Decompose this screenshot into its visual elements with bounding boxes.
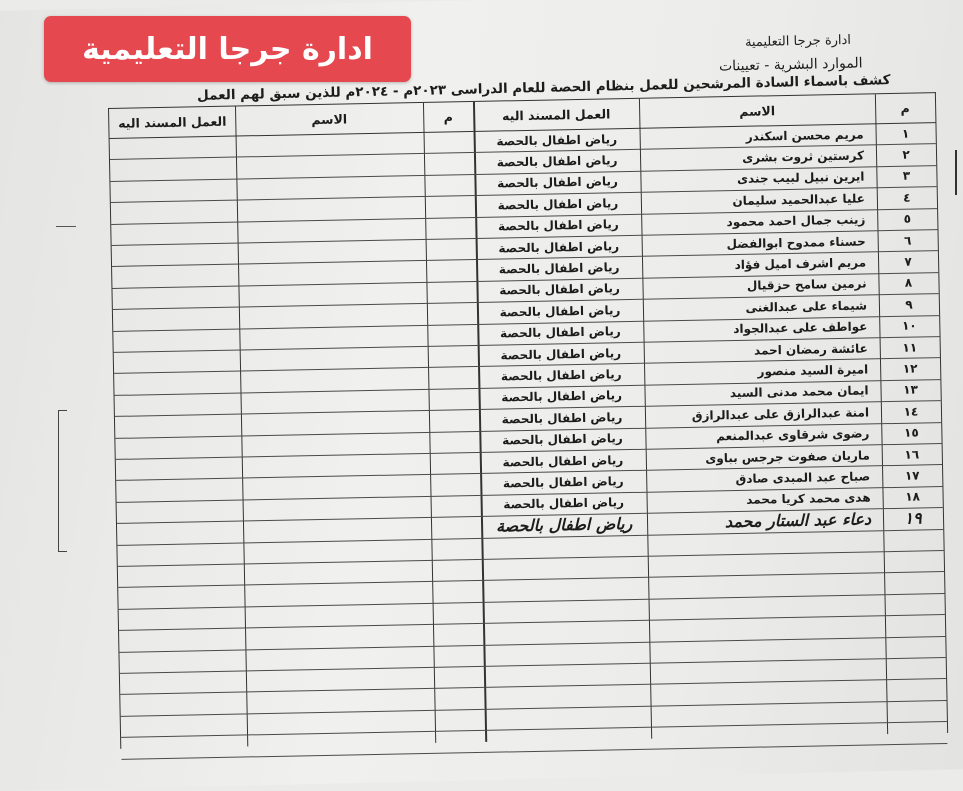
num-cell: ٣ xyxy=(902,169,911,184)
header-num: م xyxy=(900,100,910,116)
assigned-cell: رياض اطفال بالحصة xyxy=(499,281,621,299)
assigned-cell: رياض اطفال بالحصة xyxy=(503,495,625,512)
name-cell: صباح عبد المبدى صادق xyxy=(735,469,871,487)
assigned-cell: رياض اطفال بالحصة xyxy=(502,474,624,491)
name-cell: عواطف على عبدالجواد xyxy=(733,319,868,337)
header-name-2: الاسم xyxy=(311,111,348,128)
assigned-cell: رياض اطفال بالحصة xyxy=(500,367,622,384)
header-line-3: كشف باسماء السادة المرشحين للعمل بنظام الحصة للعام الدراسى ٢٠٢٣م - ٢٠٢٤م للذين سبق لهم العمل xyxy=(197,72,892,104)
num-cell: ١٠ xyxy=(901,318,917,334)
num-cell: ١٩ xyxy=(904,508,922,529)
header-num-2: م xyxy=(443,109,453,125)
name-cell: مريم محسن اسكندر xyxy=(745,127,864,144)
name-cell: زينب جمال احمد محمود xyxy=(726,212,866,230)
header-assigned: العمل المسند اليه xyxy=(501,106,611,124)
assigned-cell: رياض اطفال بالحصة xyxy=(496,131,618,149)
name-cell: ماريان صفوت جرجس بباوى xyxy=(705,448,870,466)
num-cell: ١٢ xyxy=(902,361,918,376)
header-line-2: الموارد البشرية - تعيينات xyxy=(719,55,864,75)
assigned-cell: رياض اطفال بالحصة xyxy=(496,153,618,170)
num-cell: ١٦ xyxy=(904,447,920,462)
assigned-cell: رياض اطفال بالحصة xyxy=(499,303,621,320)
name-cell: رضوى شرقاوى عبدالمنعم xyxy=(716,426,870,444)
left-margin-dash xyxy=(56,226,76,227)
name-cell: ايرين نبيل لبيب جندى xyxy=(736,169,865,187)
name-cell: نرمين سامح حزقيال xyxy=(746,276,867,294)
assigned-cell: رياض اطفال بالحصة xyxy=(498,238,620,256)
header-assigned-2: العمل المسند اليه xyxy=(117,113,227,131)
num-cell: ٧ xyxy=(904,254,912,269)
num-cell: ٩ xyxy=(905,297,913,312)
num-cell: ٤ xyxy=(903,190,911,205)
header-name: الاسم xyxy=(739,103,776,119)
name-cell: مريم اشرف اميل فؤاد xyxy=(734,255,867,273)
num-cell: ١١ xyxy=(902,340,918,355)
num-cell: ١٣ xyxy=(903,382,919,398)
assigned-cell: رياض اطفال بالحصة xyxy=(501,431,623,448)
assigned-cell: رياض اطفال بالحصة xyxy=(497,217,619,234)
assigned-cell: رياض اطفال بالحصة xyxy=(501,388,623,405)
assigned-cell: رياض اطفال بالحصة xyxy=(502,452,624,470)
name-cell: ايمان محمد مدنى السيد xyxy=(729,383,869,401)
num-cell: ١٥ xyxy=(903,425,919,441)
name-cell: شيماء على عبدالغنى xyxy=(745,298,868,315)
watermark-badge: ادارة جرجا التعليمية xyxy=(44,16,411,82)
num-cell: ٦ xyxy=(903,233,912,248)
right-margin-mark xyxy=(955,150,957,195)
num-cell: ١ xyxy=(901,126,910,141)
num-cell: ١٨ xyxy=(905,489,921,505)
name-cell: امنة عبدالرازق على عبدالرازق xyxy=(691,405,870,423)
assigned-cell: رياض اطفال بالحصة xyxy=(498,260,620,277)
header-line-1: ادارة جرجا التعليمية xyxy=(744,32,852,51)
name-cell: عائشة رمضان احمد xyxy=(753,341,868,358)
num-cell: ٥ xyxy=(903,211,912,227)
name-cell: اميرة السيد منصور xyxy=(757,362,869,379)
assigned-cell: رياض اطفال بالحصة xyxy=(497,196,619,213)
num-cell: ٨ xyxy=(904,276,913,291)
assigned-cell: رياض اطفال بالحصة xyxy=(497,174,618,192)
num-cell: ١٧ xyxy=(904,468,920,483)
assigned-cell: رياض اطفال بالحصة xyxy=(501,410,623,427)
assigned-cell: رياض اطفال بالحصة xyxy=(500,345,622,363)
left-margin-bracket xyxy=(58,410,67,552)
name-cell: حسناء ممدوح ابوالفضل xyxy=(726,234,866,251)
name-cell: هدى محمد كريا محمد xyxy=(746,490,871,508)
num-cell: ١٤ xyxy=(903,404,919,419)
candidates-table xyxy=(108,92,948,749)
assigned-cell: رياض اطفال بالحصة xyxy=(495,514,633,537)
name-cell: عليا عبدالحميد سليمان xyxy=(732,191,866,208)
assigned-cell: رياض اطفال بالحصة xyxy=(499,324,621,341)
num-cell: ٢ xyxy=(902,147,910,162)
name-cell: كرستين ثروت بشرى xyxy=(742,148,865,165)
name-cell: دعاء عبد الستار محمد xyxy=(724,509,872,532)
